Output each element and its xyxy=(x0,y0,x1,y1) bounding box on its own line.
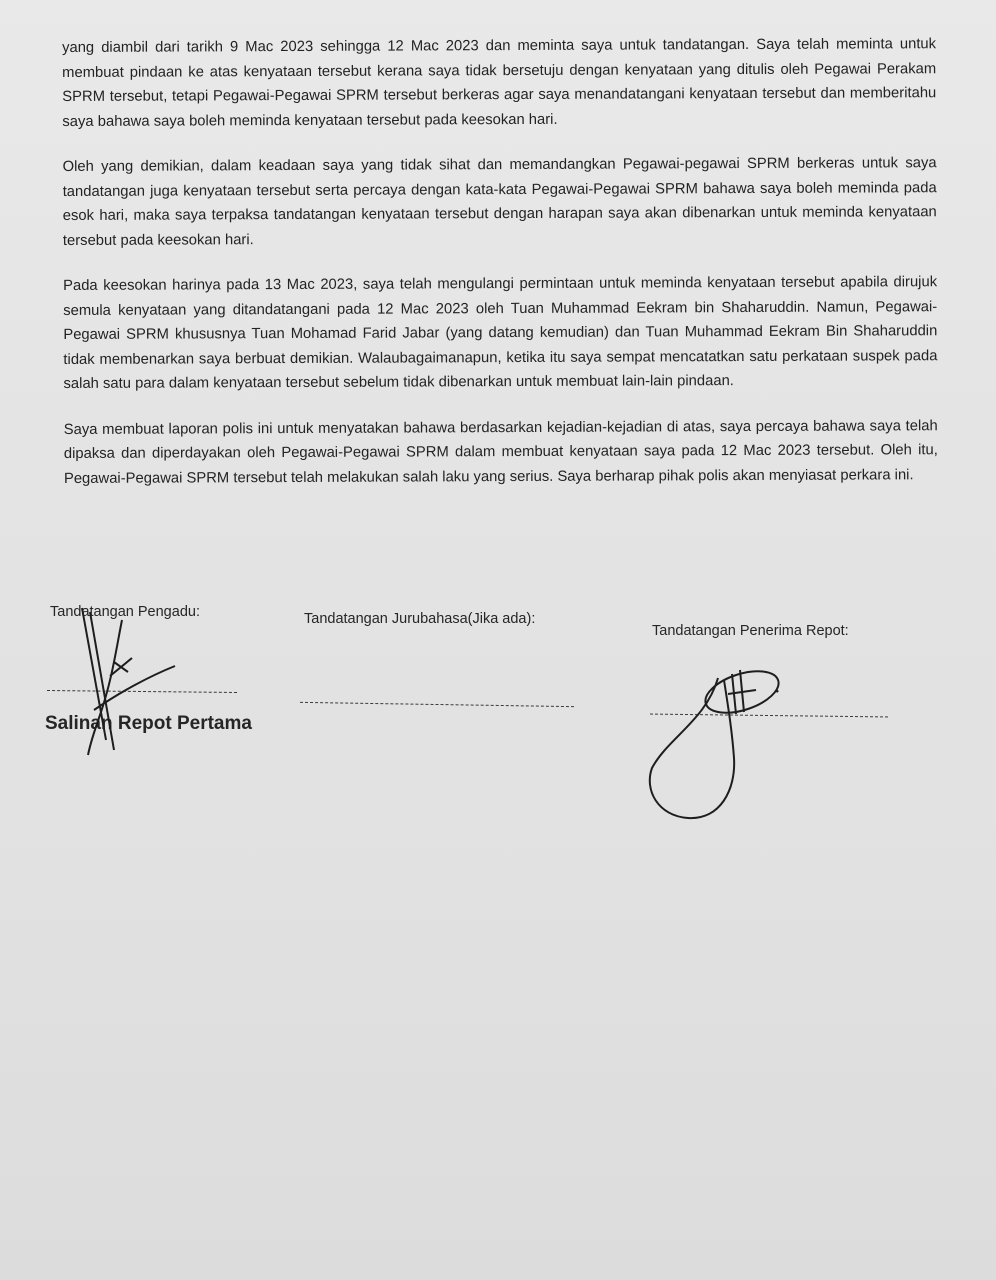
paragraph-4: Saya membuat laporan polis ini untuk menyatakan bahawa berdasarkan kejadian-kejadian di atas, saya percaya bahawa saya telah dipaksa dan diperdayakan oleh Pegawai-Pegawai SPRM dalam membuat kenyataan saya pada 12 Mac 2023 tersebut. Oleh itu, Pegawai-Pegawai SPRM tersebut telah melakukan salah laku yang serius. Saya berharap pihak polis akan menyiasat perkara ini. xyxy=(63,417,938,487)
recipient-signature-label: Tandatangan Penerima Repot: xyxy=(652,623,849,639)
interpreter-signature-line xyxy=(300,702,574,707)
copy-label: Salinan Repot Pertama xyxy=(45,713,252,734)
complainant-signature-label: Tandatangan Pengadu: xyxy=(50,604,200,620)
paragraph-3: Pada keesokan harinya pada 13 Mac 2023, saya telah mengulangi permintaan untuk meminda kenyataan tersebut apabila dirujuk semula kenyataan yang ditandatangani pada 12 Mac 2023 oleh Tuan Muhammad Eekram bin Shaharuddin. Namun, Pegawai-Pegawai SPRM khususnya Tuan Mohamad Farid Jabar (yang datang kemudian) dan Tuan Muhammad Eekram Bin Shaharuddin tidak membenarkan saya berbuat demikian. Walaubagaimanapun, ketika itu saya sempat mencatatkan satu perkataan suspek pada salah satu para dalam kenyataan tersebut sebelum tidak dibenarkan untuk membuat lain-lain pindaan. xyxy=(63,274,938,392)
document-body xyxy=(62,32,938,512)
interpreter-signature-label: Tandatangan Jurubahasa(Jika ada): xyxy=(304,611,536,627)
paragraph-1: yang diambil dari tarikh 9 Mac 2023 sehingga 12 Mac 2023 dan meminta saya untuk tandatangan. Saya telah meminta untuk membuat pindaan ke atas kenyataan tersebut kerana saya tidak bersetuju dengan kenyataan yang ditulis oleh Pegawai Perakam SPRM tersebut, tetapi Pegawai-Pegawai SPRM tersebut berkeras agar saya menandatangani kenyataan tersebut dan memberitahu saya bahawa saya boleh meminda kenyataan tersebut pada keesokan hari. xyxy=(62,36,937,130)
recipient-signature xyxy=(640,640,800,825)
paragraph-2: Oleh yang demikian, dalam keadaan saya yang tidak sihat dan memandangkan Pegawai-pegawai SPRM berkeras untuk saya tandatangan juga kenyataan tersebut serta percaya dengan kata-kata Pegawai-Pegawai SPRM bahawa saya boleh meminda pada esok hari, maka saya terpaksa tandatangan kenyataan tersebut dengan harapan saya akan dibenarkan untuk meminda kenyataan tersebut pada keesokan hari. xyxy=(62,155,937,249)
complainant-signature xyxy=(70,600,190,760)
